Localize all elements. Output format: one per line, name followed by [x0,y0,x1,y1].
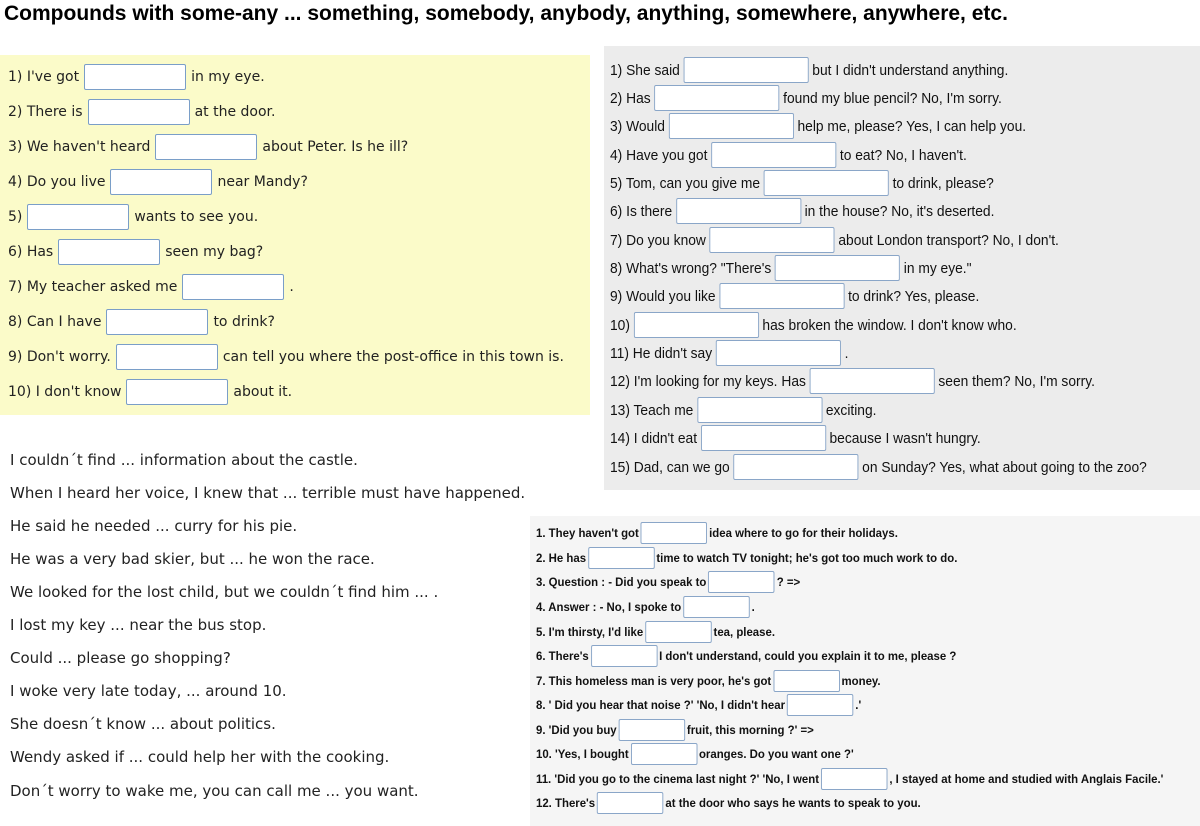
exercise-item [610,113,1026,139]
item-text-before: 2) Has [610,89,651,107]
exercise-item [536,743,854,765]
answer-input[interactable] [88,99,190,125]
exercise-item [8,204,258,230]
item-text-before: 1) She said [610,61,680,79]
exercise-item [610,368,1095,394]
item-text-before: 5) [8,209,23,225]
item-text-after: exciting. [825,401,877,419]
sentence: Don´t worry to wake me, you can call me ... you want. [10,782,419,800]
answer-input[interactable] [708,571,775,593]
sentence: When I heard her voice, I knew that ... terrible must have happened. [10,484,526,502]
item-text-after: has broken the window. I don't know who. [762,316,1017,334]
exercise-item [8,344,564,370]
item-text-before: 12. There's [536,796,596,810]
exercise-item [610,312,1017,338]
item-text-before: 8. ' Did you hear that noise ?' 'No, I didn't hear [536,698,786,712]
exercise-item [536,522,898,544]
item-text-after: about Peter. Is he ill? [262,139,409,155]
item-text-before: 9) Don't worry. [8,349,111,365]
item-text-after: at the door. [194,104,276,120]
answer-input[interactable] [641,522,708,544]
item-text-after: in my eye." [903,259,972,277]
item-text-after: ? => [776,575,801,589]
item-text-after: to eat? No, I haven't. [839,146,967,164]
exercise-item [610,57,1008,83]
exercise-item [8,239,263,265]
sentence: He was a very bad skier, but ... he won the race. [10,550,375,568]
exercise-item [536,645,956,667]
item-text-before: 6) Has [8,244,54,260]
item-text-after: at the door who says he wants to speak to you. [665,796,921,810]
item-text-after: because I wasn't hungry. [829,429,981,447]
answer-input[interactable] [155,134,257,160]
item-text-after: time to watch TV tonight; he's got too much work to do. [656,551,958,565]
item-text-after: about it. [233,384,293,400]
item-text-after: to drink? Yes, please. [848,287,980,305]
answer-input[interactable] [669,113,794,139]
item-text-before: 11) He didn't say [610,344,713,362]
answer-input[interactable] [787,694,854,716]
item-text-before: 7) Do you know [610,231,706,249]
item-text-before: 5) Tom, can you give me [610,174,761,192]
exercise-item [8,274,294,300]
item-text-after: . [289,279,294,295]
exercise-panel-1 [0,55,590,415]
sentence: Could ... please go shopping? [10,649,231,667]
answer-input[interactable] [182,274,284,300]
answer-input[interactable] [719,283,844,309]
exercise-item [8,64,265,90]
item-text-after: but I didn't understand anything. [812,61,1009,79]
item-text-after: .' [855,698,862,712]
exercise-item [610,283,979,309]
exercise-item [536,571,800,593]
answer-input[interactable] [27,204,129,230]
exercise-item [536,694,861,716]
item-text-before: 10. 'Yes, I bought [536,747,629,761]
exercise-item [8,309,275,335]
sentence: Wendy asked if ... could help her with the cooking. [10,748,390,766]
sentence: I lost my key ... near the bus stop. [10,616,267,634]
answer-input[interactable] [634,312,759,338]
answer-input[interactable] [711,142,836,168]
item-text-before: 15) Dad, can we go [610,458,730,476]
sentence: We looked for the lost child, but we couldn´t find him ... . [10,583,439,601]
page-title: Compounds with some-any ... something, somebody, anybody, anything, somewhere, anywhere, etc. [4,2,1008,25]
answer-input[interactable] [126,379,228,405]
answer-input[interactable] [716,340,841,366]
item-text-before: 8) Can I have [8,314,102,330]
item-text-after: oranges. Do you want one ?' [698,747,854,761]
exercise-item [536,670,881,692]
item-text-after: , I stayed at home and studied with Anglais Facile.' [889,772,1164,786]
sentence: She doesn´t know ... about politics. [10,715,276,733]
item-text-after: to drink? [213,314,275,330]
item-text-before: 2) There is [8,104,83,120]
item-text-after: in the house? No, it's deserted. [804,202,995,220]
exercise-item [610,170,994,196]
answer-input[interactable] [683,57,808,83]
exercise-item [610,397,876,423]
exercise-item [536,596,755,618]
answer-input[interactable] [106,309,208,335]
exercise-item [536,621,775,643]
answer-input[interactable] [821,768,888,790]
answer-input[interactable] [676,198,801,224]
item-text-before: 4. Answer : - No, I spoke to [536,600,682,614]
item-text-before: 3) Would [610,117,665,135]
item-text-before: 7) My teacher asked me [8,279,178,295]
answer-input[interactable] [116,344,218,370]
answer-input[interactable] [683,596,750,618]
sentence: I woke very late today, ... around 10. [10,682,287,700]
exercise-item [610,340,848,366]
item-text-after: found my blue pencil? No, I'm sorry. [783,89,1002,107]
item-text-after: can tell you where the post-office in this town is. [222,349,564,365]
item-text-before: 4) Have you got [610,146,708,164]
item-text-after: tea, please. [713,625,775,639]
answer-input[interactable] [697,397,822,423]
item-text-before: 9) Would you like [610,287,716,305]
answer-input[interactable] [588,547,655,569]
item-text-before: 8) What's wrong? "There's [610,259,772,277]
exercise-item [536,792,921,814]
exercise-panel-2 [604,46,1200,490]
answer-input[interactable] [591,645,658,667]
item-text-after: near Mandy? [217,174,308,190]
answer-input[interactable] [110,169,212,195]
exercise-panel-4 [530,516,1200,826]
item-text-after: money. [841,674,881,688]
item-text-after: fruit, this morning ?' => [686,723,814,737]
item-text-after: on Sunday? Yes, what about going to the zoo? [862,458,1147,476]
exercise-panel-3 [0,445,600,815]
item-text-after: I don't understand, could you explain it to me, please ? [659,649,957,663]
sentence: He said he needed ... curry for his pie. [10,517,298,535]
item-text-before: 10) I don't know [8,384,122,400]
item-text-before: 12) I'm looking for my keys. Has [610,372,806,390]
item-text-after: seen my bag? [165,244,264,260]
exercise-item [610,85,1002,111]
item-text-after: about London transport? No, I don't. [838,231,1059,249]
item-text-before: 9. 'Did you buy [536,723,617,737]
answer-input[interactable] [733,454,858,480]
exercise-item [610,227,1059,253]
exercise-item [610,255,972,281]
item-text-before: 14) I didn't eat [610,429,698,447]
item-text-after: help me, please? Yes, I can help you. [797,117,1027,135]
answer-input[interactable] [84,64,186,90]
item-text-after: seen them? No, I'm sorry. [938,372,1095,390]
answer-input[interactable] [597,792,664,814]
item-text-before: 5. I'm thirsty, I'd like [536,625,644,639]
answer-input[interactable] [773,670,840,692]
item-text-before: 7. This homeless man is very poor, he's got [536,674,772,688]
answer-input[interactable] [58,239,160,265]
item-text-after: . [844,344,849,362]
item-text-before: 2. He has [536,551,587,565]
answer-input[interactable] [654,85,779,111]
item-text-before: 1. They haven't got [536,526,639,540]
item-text-before: 3) We haven't heard [8,139,151,155]
item-text-after: wants to see you. [134,209,259,225]
exercise-item [610,142,967,168]
exercise-item [536,719,814,741]
exercise-item [8,99,275,125]
answer-input[interactable] [810,368,935,394]
exercise-item [8,379,292,405]
item-text-before: 4) Do you live [8,174,106,190]
answer-input[interactable] [645,621,712,643]
item-text-after: idea where to go for their holidays. [709,526,898,540]
item-text-before: 10) [610,316,630,334]
answer-input[interactable] [631,743,698,765]
item-text-before: 6) Is there [610,202,673,220]
item-text-after: to drink, please? [892,174,994,192]
exercise-item [8,169,308,195]
item-text-before: 1) I've got [8,69,80,85]
answer-input[interactable] [710,227,835,253]
exercise-item [610,198,994,224]
item-text-before: 6. There's [536,649,589,663]
item-text-after: in my eye. [191,69,265,85]
exercise-item [536,768,1163,790]
answer-input[interactable] [701,425,826,451]
item-text-after: . [751,600,755,614]
answer-input[interactable] [619,719,686,741]
item-text-before: 13) Teach me [610,401,694,419]
exercise-item [610,454,1147,480]
item-text-before: 11. 'Did you go to the cinema last night ?' 'No, I went [536,772,820,786]
exercise-item [536,547,957,569]
sentence: I couldn´t find ... information about the castle. [10,451,358,469]
item-text-before: 3. Question : - Did you speak to [536,575,707,589]
answer-input[interactable] [764,170,889,196]
exercise-item [8,134,408,160]
answer-input[interactable] [775,255,900,281]
exercise-item [610,425,981,451]
